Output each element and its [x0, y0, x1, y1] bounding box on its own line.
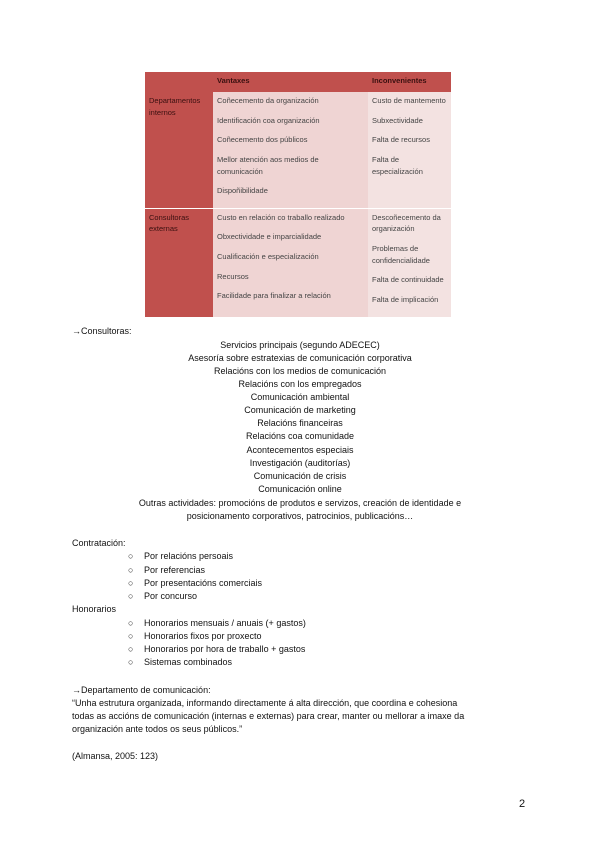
circle-bullet-icon: ○ — [128, 578, 134, 588]
list-item: Recursos — [217, 271, 249, 281]
service-item: Asesoría sobre estratexias de comunicación corporativa — [188, 353, 412, 363]
service-item: Relacións con los medios de comunicación — [213, 366, 387, 376]
list-item: Falta de recursos — [372, 135, 430, 145]
comparison-table — [145, 72, 451, 317]
circle-bullet-icon: ○ — [128, 644, 134, 654]
circle-bullet-icon: ○ — [128, 657, 134, 667]
list-item: Cualificación e especialización — [217, 252, 319, 261]
contratacion-heading: Contratación: — [72, 538, 126, 548]
header-vantaxes: Vantaxes — [213, 72, 368, 92]
list-item: ○ Honorarios mensuais / anuais (+ gastos) — [128, 618, 306, 628]
header-inconvenientes: Inconvenientes — [368, 72, 451, 92]
other-activities-line: posicionamento corporativos, patrocinios, publicacións… — [186, 511, 414, 521]
list-item: Coñecemento dos públicos — [217, 135, 308, 145]
list-item: Dispoñibilidade — [217, 186, 268, 196]
circle-bullet-icon: ○ — [128, 565, 134, 575]
quote-line: “Unha estrutura organizada, informando directamente á alta dirección, que coordina e cohesiona — [72, 698, 458, 708]
vantaxes-cell — [213, 92, 368, 208]
vantaxes-cell — [213, 208, 368, 316]
circle-bullet-icon: ○ — [128, 591, 134, 601]
table-corner-cell — [145, 72, 213, 92]
service-item: Comunicación ambiental — [250, 392, 350, 402]
list-item: ○ Por concurso — [128, 591, 198, 601]
list-item: Subxectividade — [372, 115, 423, 125]
list-item: Facilidade para finalizar a relación — [217, 291, 331, 301]
list-item: ○ Honorarios fixos por proxecto — [128, 631, 262, 641]
inconvenientes-cell — [368, 92, 451, 208]
table-header-row — [145, 72, 451, 92]
inconvenientes-cell — [368, 208, 451, 316]
page-number: 2 — [519, 798, 526, 810]
list-item: ○ Honorarios por hora de traballo + gastos — [128, 644, 306, 654]
circle-bullet-icon: ○ — [128, 618, 134, 628]
consultoras-heading: →Consultoras: — [72, 326, 132, 336]
list-item: Descoñecemento da organización — [372, 212, 441, 234]
list-item: Custo de mantemento — [372, 96, 446, 105]
list-item: ○ Por referencias — [128, 565, 206, 575]
list-item: Falta de continuidade — [372, 275, 444, 285]
row-label: Departamentos internos — [145, 92, 213, 208]
service-item: Relacións financeiras — [257, 418, 343, 428]
list-item: Falta de especialización — [372, 154, 423, 176]
list-item: Falta de implicación — [372, 294, 439, 304]
other-activities-line: Outras actividades: promocións de produtos e servizos, creación de identidade e — [138, 498, 462, 508]
service-item: Acontecementos especiais — [246, 445, 354, 455]
service-item: Comunicación de crisis — [253, 471, 347, 481]
departamento-heading: →Departamento de comunicación: — [72, 685, 211, 695]
list-item: Problemas de confidencialidade — [372, 244, 430, 265]
service-item: Comunicación online — [258, 484, 342, 494]
list-item: ○ Por presentacións comerciais — [128, 578, 263, 588]
row-label: Consultoras externas — [145, 208, 213, 316]
circle-bullet-icon: ○ — [128, 551, 134, 561]
service-item: Comunicación de marketing — [244, 405, 356, 415]
list-item: Custo en relación co traballo realizado — [217, 212, 345, 222]
list-item: Obxectividade e imparcialidade — [217, 232, 322, 242]
service-item: Relacións con los empregados — [238, 379, 362, 389]
table-row — [145, 92, 451, 208]
quote-line: todas as accións de comunicación (internas e externas) para crear, manter ou mellorar a imaxe da — [72, 711, 465, 721]
list-item: ○ Sistemas combinados — [128, 657, 233, 667]
service-item: Investigación (auditorías) — [249, 458, 351, 468]
circle-bullet-icon: ○ — [128, 631, 134, 641]
list-item: Identificación coa organización — [217, 115, 320, 125]
honorarios-heading: Honorarios — [72, 604, 117, 614]
quote-line: organización ante todos os seus públicos.” — [72, 724, 243, 734]
service-item: Relacións coa comunidade — [245, 431, 355, 441]
list-item: Mellor atención aos medios de comunicación — [217, 154, 319, 176]
citation: (Almansa, 2005: 123) — [72, 751, 159, 761]
list-item: ○ Por relacións persoais — [128, 551, 234, 561]
services-title: Servicios principais (segundo ADECEC) — [220, 340, 380, 350]
table-row — [145, 208, 451, 316]
list-item: Coñecemento da organización — [217, 96, 319, 105]
